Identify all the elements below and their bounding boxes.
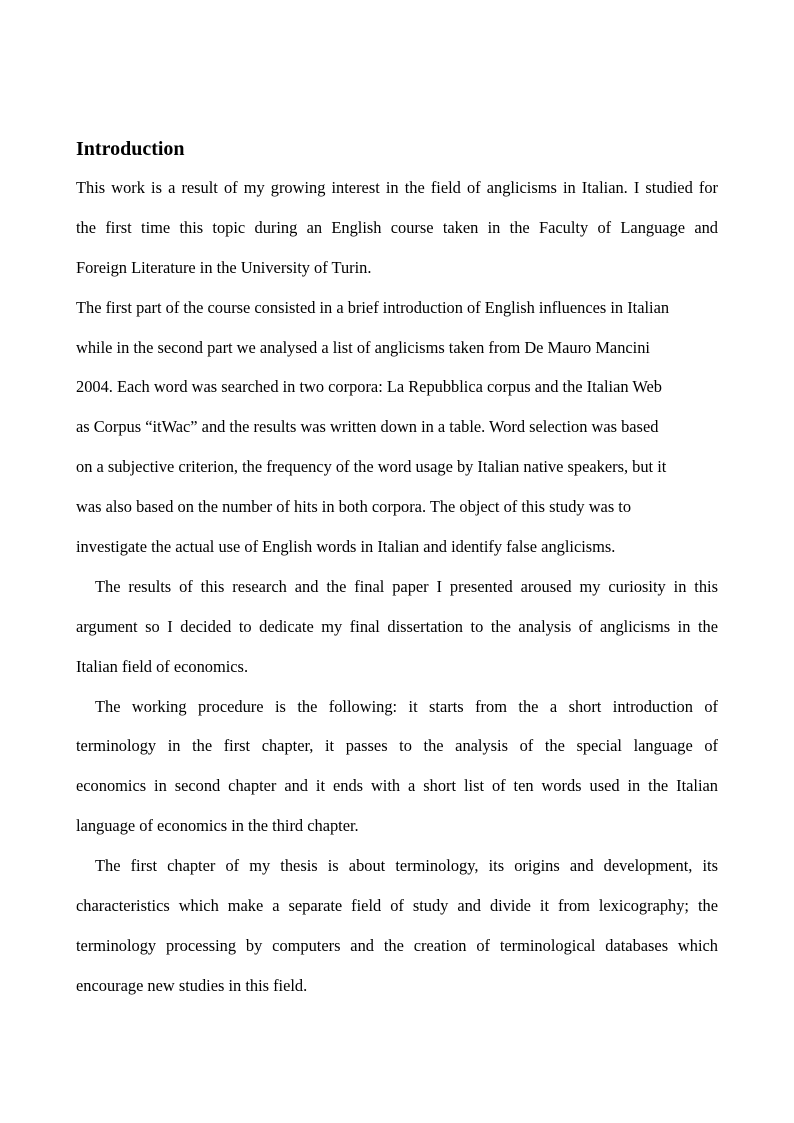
text-line: investigate the actual use of English words in Italian and identify false anglicisms.	[76, 537, 616, 557]
text-line: terminology in the first chapter, it passes to the analysis of the special language of	[76, 736, 718, 756]
text-line: Foreign Literature in the University of Turin.	[76, 257, 372, 277]
text-line: Italian field of economics.	[76, 656, 249, 676]
text-line: argument so I decided to dedicate my final dissertation to the analysis of anglicisms in the	[76, 616, 718, 636]
text-line: was also based on the number of hits in both corpora. The object of this study was to	[76, 497, 632, 517]
text-line: The first part of the course consisted in a brief introduction of English influences in Italian	[76, 297, 670, 317]
text-line: as Corpus “itWac” and the results was written down in a table. Word selection was based	[76, 417, 659, 437]
section-heading: Introduction	[76, 138, 185, 160]
text-line: the first time this topic during an English course taken in the Faculty of Language and	[76, 217, 718, 237]
text-line: This work is a result of my growing interest in the field of anglicisms in Italian. I studied for	[76, 178, 718, 197]
text-line: The first chapter of my thesis is about terminology, its origins and development, its	[95, 856, 718, 876]
text-line: characteristics which make a separate field of study and divide it from lexicography; the	[76, 896, 718, 916]
text-line: economics in second chapter and it ends with a short list of ten words used in the Italian	[76, 776, 718, 796]
text-line: The working procedure is the following: it starts from the a short introduction of	[95, 696, 718, 716]
text-line: 2004. Each word was searched in two corpora: La Repubblica corpus and the Italian Web	[76, 377, 662, 397]
text-line: while in the second part we analysed a list of anglicisms taken from De Mauro Mancini	[76, 337, 650, 357]
text-line: The results of this research and the final paper I presented aroused my curiosity in this	[95, 576, 718, 596]
text-line: language of economics in the third chapter.	[76, 816, 359, 836]
text-line: on a subjective criterion, the frequency of the word usage by Italian native speakers, but it	[76, 457, 667, 477]
body-text	[76, 168, 718, 1006]
text-line: terminology processing by computers and the creation of terminological databases which	[76, 935, 718, 955]
text-line: encourage new studies in this field.	[76, 975, 308, 995]
